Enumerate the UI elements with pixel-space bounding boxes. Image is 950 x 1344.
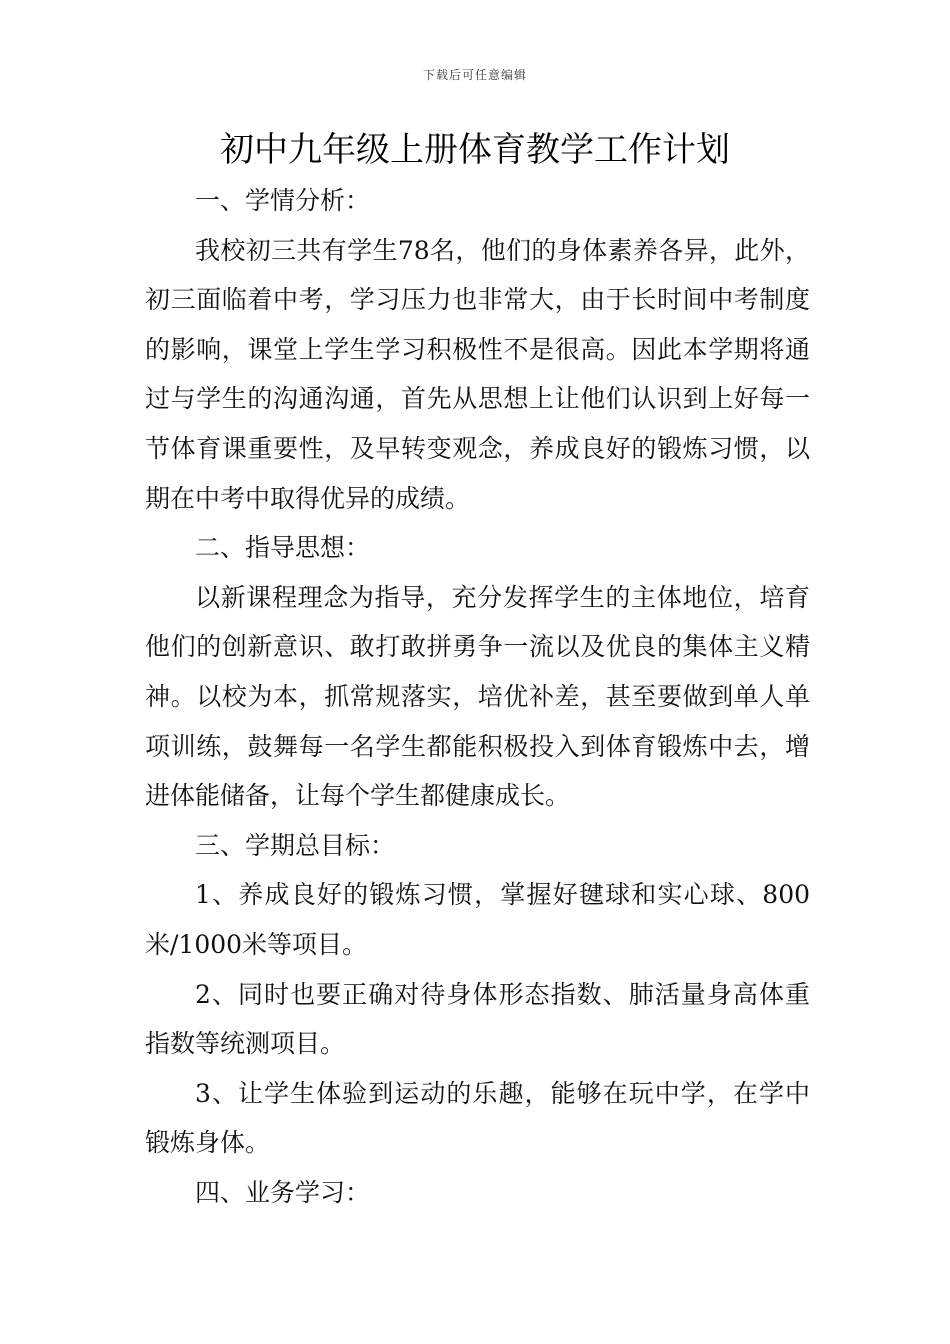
goal-item-1: 1、养成良好的锻炼习惯，掌握好毽球和实心球、800米/1000米等项目。	[145, 880, 810, 959]
section-heading-situation: 一、学情分析：	[195, 186, 371, 215]
goal-item-3: 3、让学生体验到运动的乐趣，能够在玩中学，在学中锻炼身体。	[145, 1078, 810, 1158]
header-note: 下载后可任意编辑	[422, 68, 527, 82]
goal-item-2: 2、同时也要正确对待身体形态指数、肺活量身高体重指数等统测项目。	[145, 979, 810, 1059]
paragraph-guiding-ideology: 以新课程理念为指导，充分发挥学生的主体地位，培育他们的创新意识、敢打敢拼勇争一流以及优良的集体主义精神。以校为本，抓常规落实，培优补差，甚至要做到单人单项训练，鼓舞每一名学生都能积极投入到体育锻炼中去，增进体能储备，让每个学生都健康成长。	[145, 582, 810, 811]
document-title: 初中九年级上册体育教学工作计划	[220, 130, 730, 170]
paragraph-situation: 我校初三共有学生78名，他们的身体素养各异，此外，初三面临着中考，学习压力也非常大，由于长时间中考制度的影响，课堂上学生学习积极性不是很高。因此本学期将通过与学生的沟通沟通，首先从思想上让他们认识到上好每一节体育课重要性，及早转变观念，养成良好的锻炼习惯，以期在中考中取得优异的成绩。	[145, 235, 810, 513]
section-heading-professional-study: 四、业务学习：	[195, 1177, 371, 1207]
section-heading-semester-goals: 三、学期总目标：	[195, 830, 396, 860]
document-body	[145, 176, 810, 1217]
section-heading-guiding-ideology: 二、指导思想：	[195, 533, 371, 563]
